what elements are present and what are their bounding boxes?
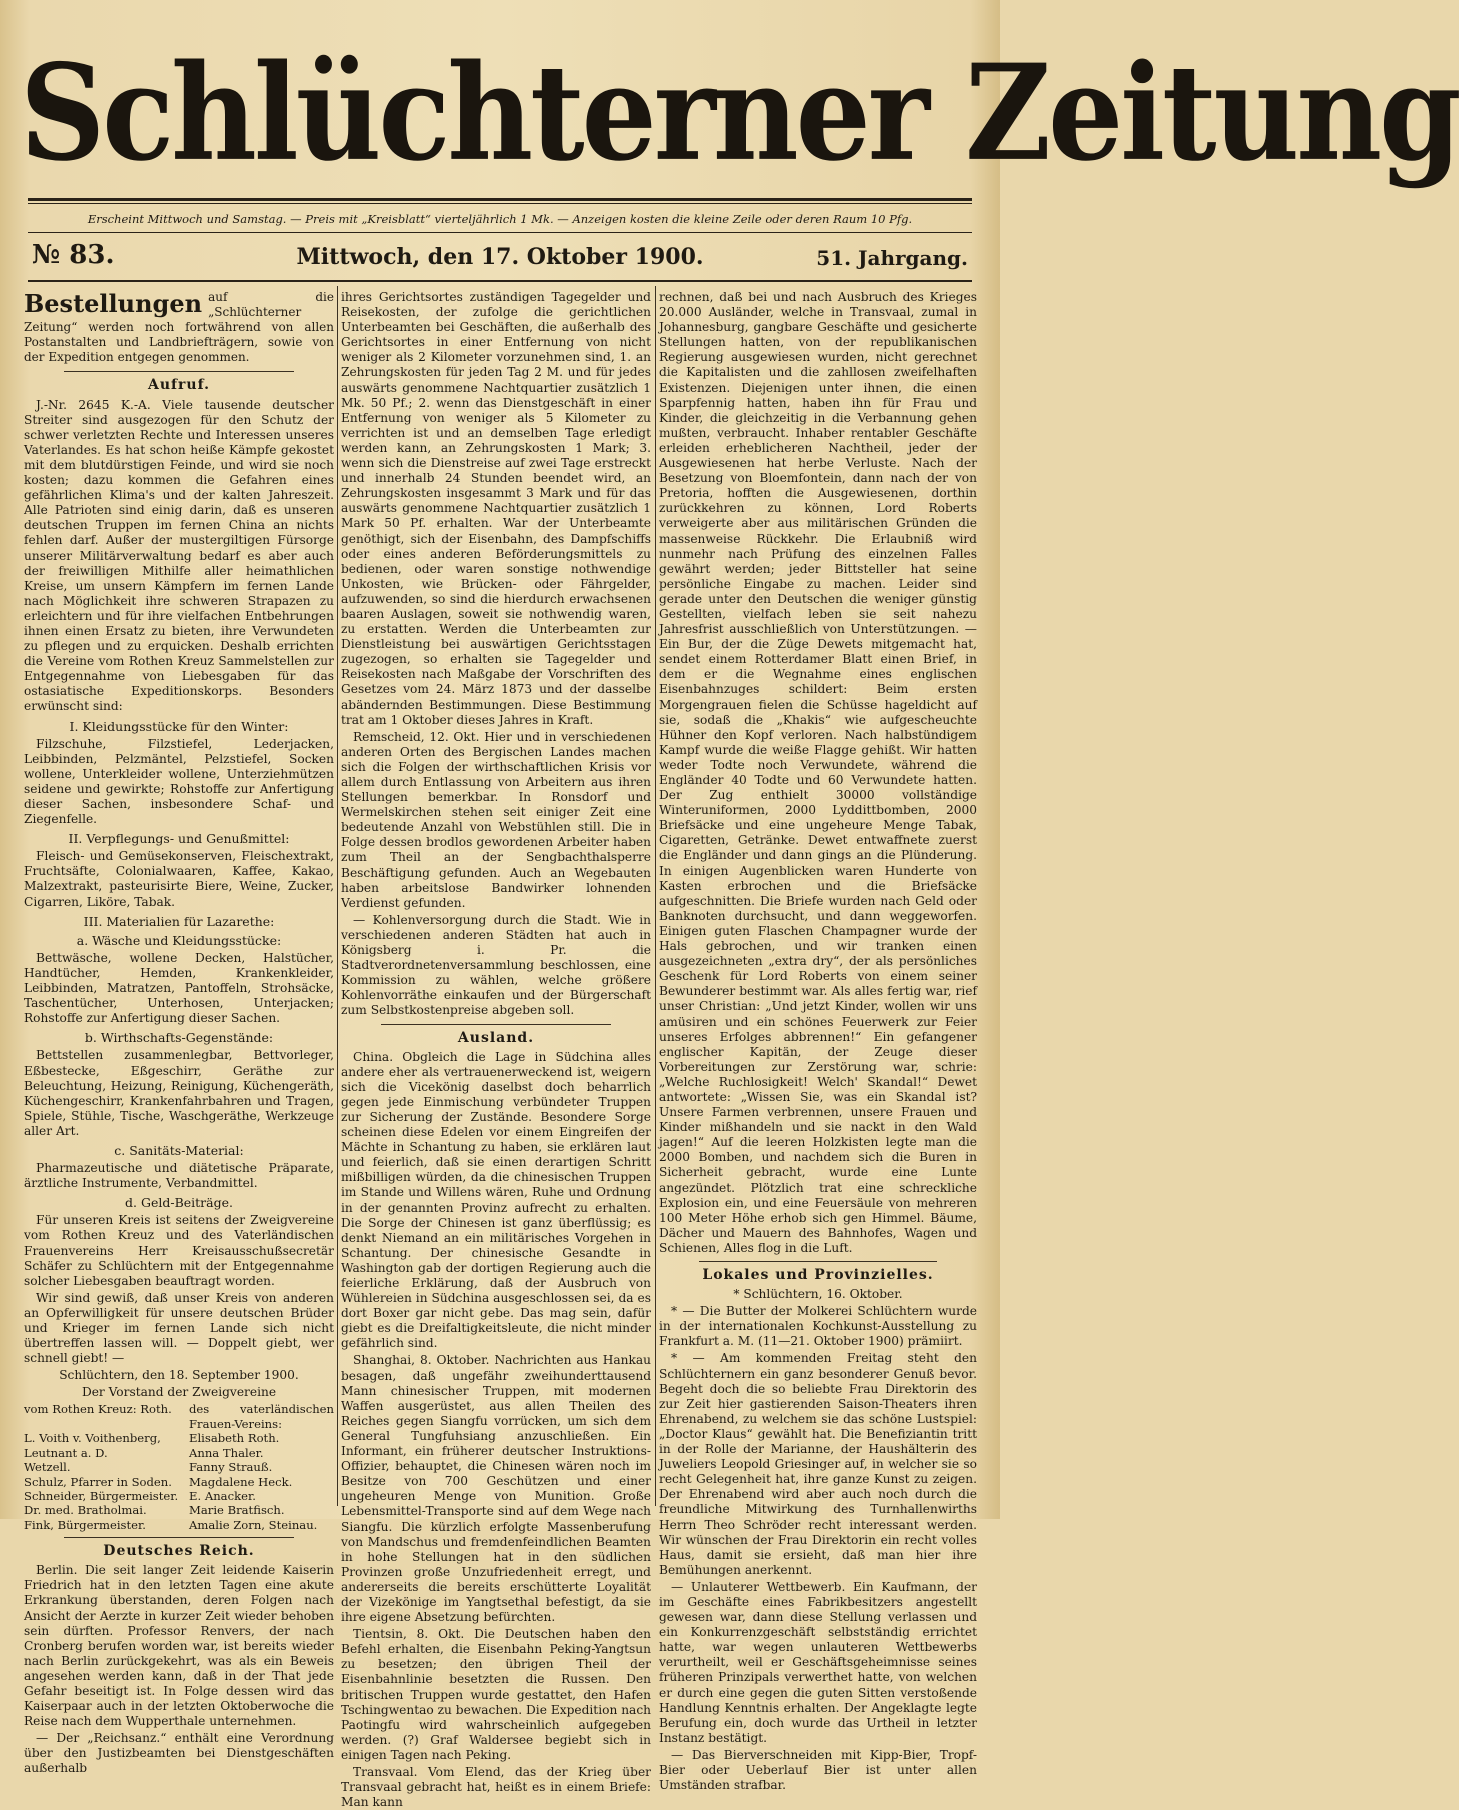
article-china: China. Obgleich die Lage in Südchina alles andere eher als vertrauenerweckend ist, weigern sich die Vicekönig daselbst doch beharrlich gegen jede Einmischung verbündeter Truppen zur Sicherung der Zustände. Besondere Sorge scheinen diese Edelen vor einem Eingreifen der Mächte in Schantung zu haben, sie erklären laut und feierlich, daß sie einen derartigen Schritt mißbilligen würden, da die chinesischen Truppen im Stande und Willens wären, Ruhe und Ordnung in der genannten Provinz aufrecht zu erhalten. Die Sorge der Chinesen ist ganz überflüssig; es denkt Niemand an ein militärisches Vorgehen in Schantung. Der chinesische Gesandte in Washington gab der dortigen Regierung auch die feierliche Erklärung, daß der Ausbruch von Wühlereien in Südchina ausgeschlossen sei, da es dort Boxer gar nicht gebe. Das mag sein, dafür giebt es die Dreifaltigkeitsleute, die nicht minder gefährlich sind.	[341, 1049, 651, 1351]
newspaper-masthead: Schlüchterner Zeitung	[20, 34, 1459, 191]
signature-name: Schneider, Bürgermeister.	[24, 1488, 179, 1503]
board-line: Der Vorstand der Zweigvereine	[81, 1385, 277, 1400]
signature-name: L. Voith v. Voithenberg,	[24, 1431, 161, 1446]
article-berlin: Berlin. Die seit langer Zeit leidende Kaiserin Friedrich hat in den letzten Tagen eine akute Erkrankung überstanden, deren Folgen nach Ansicht der Aerzte in kurzer Zeit wieder behoben sein dürften. Professor Renvers, der nach Cronberg berufen worden war, ist bereits wieder nach Berlin zurückgekehrt, was als ein Beweis angesehen werden kann, daß in der That jede Gefahr beseitigt ist. In Folge dessen wird das Kaiserpaar auch in der letzten Oktoberwoche die Reise nach dem Wupperthale unternehmen.	[24, 1563, 334, 1729]
subcategory-heading: a. Wäsche und Kleidungsstücke:	[76, 932, 282, 948]
subscription-heading: Bestellungen	[24, 289, 203, 318]
appeal-closing: Wir sind gewiß, daß unser Kreis von anderen an Opferwilligkeit für unsere deutschen Brüder und Krieger im fernen Lande sich nicht übertreffen lassen will. — Doppelt giebt, wer schnell giebt! —	[24, 1290, 334, 1366]
signature-name: Magdalene Heck.	[189, 1474, 293, 1489]
masthead-rule	[28, 198, 972, 201]
subcategory-heading: b. Wirthschafts-Gegenstände:	[84, 1030, 274, 1046]
signature-name: E. Anacker.	[189, 1488, 256, 1503]
category-heading: III. Materialien für Lazarethe:	[83, 913, 275, 929]
article-competition: — Unlauterer Wettbewerb. Ein Kaufmann, der im Geschäfte eines Fabrikbesitzers angestellt gewesen war, dann diese Stellung verlassen und ein Konkurrenzgeschäft selbstständig errichtet hatte, war wegen unlauteren Wettbewerbs verurtheilt, weil er Geschäftsgeheimnisse seines früheren Prinzipals verwerthet hatte, von welchen er durch eine gegen die guten Sitten verstoßende Handlung Kenntnis erhalten. Der Angeklagte legte Berufung ein, doch wurde das Urtheil in letzter Instanz bestätigt.	[659, 1579, 977, 1745]
signature-header-right: des vaterländischen Frauen-Vereins:	[189, 1402, 334, 1431]
section-heading-lokales: Lokales und Provinzielles.	[702, 1267, 934, 1283]
appeal-closing: Für unseren Kreis ist seitens der Zweigvereine vom Rothen Kreuz und des Vaterländischen Frauenvereins Herr Kreisausschußsecretär Schäfer zu Schlüchtern mit der Entgegennahme solcher Liebesgaben beauftragt worden.	[24, 1213, 334, 1288]
section-heading-ausland: Ausland.	[457, 1029, 535, 1046]
appeal-text: J.-Nr. 2645 K.-A. Viele tausende deutscher Streiter sind ausgezogen für den Schutz der schwer verletzten Rechte und Interessen unseres Vaterlandes. Es hat schon heiße Kämpfe gekostet mit dem blutdürstigen Feinde, und wird sie noch kosten; dazu kommen die Gefahren eines gefährlichen Klima's und der kalten Jahreszeit. Alle Patrioten sind einig darin, daß es unseren deutschen Truppen im fernen China an nichts fehlen darf. Außer der mustergiltigen Fürsorge unserer Militärverwaltung bedarf es aber auch der freiwilligen Mithilfe aller heimathlichen Kreise, um unsern Kämpfern im fernen Lande nach Möglichkeit ihre schweren Strapazen zu erleichtern und für ihre vielfachen Entbehrungen ihnen einen Ersatz zu bieten, ihre Verwundeten zu pflegen und zu erquicken. Deshalb errichten die Vereine vom Rothen Kreuz Sammelstellen zur Entgegennahme von Liebesgaben für das ostasiatische Expeditionskorps. Besonders erwünscht sind:	[24, 397, 334, 714]
article-tientsin: Tientsin, 8. Okt. Die Deutschen haben den Befehl erhalten, die Eisenbahn Peking-Yangtsun zu besetzen; den übrigen Theil der Eisenbahnlinie besetzten die Russen. Den britischen Truppen wurde gestattet, den Hafen Tschingwentao zu bewachen. Die Expedition nach Paotingfu wird wahrscheinlich aufgegeben werden. (?) Graf Waldersee begiebt sich in einigen Tagen nach Peking.	[341, 1627, 651, 1762]
signature-name: Anna Thaler.	[189, 1445, 264, 1460]
volume-year: 51. Jahrgang.	[816, 246, 968, 270]
appeal-heading: Aufruf.	[147, 377, 210, 394]
signature-header-left: vom Rothen Kreuz: Roth.	[24, 1402, 172, 1417]
subscription-notice	[24, 290, 334, 365]
local-dateline: * Schlüchtern, 16. Oktober.	[733, 1287, 903, 1302]
category-heading: I. Kleidungsstücke für den Winter:	[69, 718, 289, 734]
column-1	[24, 289, 334, 1776]
article-coal-supply: — Kohlenversorgung durch die Stadt. Wie in verschiedenen anderen Städten hat auch in Königsberg i. Pr. die Stadtverordnetenversammlung beschlossen, eine Kommission zu wählen, welche größere Kohlenvorräthe einkaufen und der Bürgerschaft zum Selbstkostenpreise abgeben soll.	[341, 912, 651, 1018]
separator	[381, 1024, 611, 1025]
subcategory-heading: c. Sanitäts-Material:	[114, 1142, 244, 1158]
issue-dateline	[28, 240, 972, 276]
article-reichsanzeiger: — Der „Reichsanz.“ enthält eine Verordnung über den Justizbeamten bei Dienstgeschäften außerhalb	[24, 1731, 334, 1776]
masthead-rule-thin	[28, 203, 972, 204]
article-continuation: ihres Gerichtsortes zuständigen Tagegelder und Reisekosten, der zufolge die gerichtlichen Unterbeamten bei Geschäften, die außerhalb des Gerichtsortes in einer Entfernung von nicht weniger als 2 Kilometer vorzunehmen sind, 1. an Zehrungskosten für jeden Tag 2 M. und für jedes auswärts genommene Nachtquartier zusätzlich 1 Mk. 50 Pf.; 2. wenn das Dienstgeschäft in einer Entfernung von weniger als 5 Kilometer zu verrichten ist und an demselben Tage erledigt werden kann, an Zehrungskosten 1 Mark; 3. wenn sich die Dienstreise auf zwei Tage erstreckt und innerhalb 24 Stunden beendet wird, an Zehrungskosten insgesammt 3 Mark und für das auswärts genommene Nachtquartier zusätzlich 1 Mark 50 Pf. erhalten. War der Unterbeamte genöthigt, sich der Eisenbahn, des Dampfschiffs oder eines anderen Beförderungsmittels zu bedienen, oder waren sonstige nothwendige Unkosten, wie Brücken- oder Fährgelder, aufzuwenden, so sind die hierdurch erwachsenen baaren Auslagen, soweit sie nothwendig waren, zu erstatten. Werden die Unterbeamten zur Dienstleistung bei auswärtigen Gerichtsstagen zugezogen, so erhalten sie Tagegelder und Reisekosten nach Maßgabe der Vorschriften des Gesetzes vom 24. März 1873 und der dasselbe abändernden Bestimmungen. Diese Bestimmung trat am 1 Oktober dieses Jahres in Kraft.	[341, 290, 651, 727]
category-text: Bettstellen zusammenlegbar, Bettvorleger, Eßbestecke, Eßgeschirr, Geräthe zur Beleuchtung, Heizung, Reinigung, Küchengeräth, Küchengeschirr, Krankenfahrbahren und Tragen, Spiele, Stühle, Tische, Waschgeräthe, Werkzeuge aller Art.	[24, 1048, 334, 1138]
subscription-text: auf die „Schlüchterner Zeitung“ werden noch fortwährend von allen Postanstalten und Landbriefträgern, sowie von der Expedition entgegen genommen.	[24, 290, 334, 365]
separator	[64, 1537, 294, 1538]
category-text: Filzschuhe, Filzstiefel, Lederjacken, Leibbinden, Pelzmäntel, Pelzstiefel, Socken wollene, Unterkleider wollene, Unterziehmützen seidene und gewirkte; Rohstoffe zur Anfertigung dieser Sachen, insbesondere Schaf- und Ziegenfelle.	[24, 736, 334, 827]
signature-name: Wetzell.	[24, 1460, 71, 1475]
article-theatre: * — Am kommenden Freitag steht den Schlüchternern ein ganz besonderer Genuß bevor. Begeht doch die so beliebte Frau Direktorin des zur Zeit hier gastierenden Saison-Theaters ihren Ehrenabend, zu welchem sie das schöne Lustspiel: „Doctor Klaus“ gewählt hat. Die Benefiziantin tritt in der Rolle der Marianne, der Haushälterin des Juweliers Leopold Griesinger auf, in welcher sie so recht Gelegenheit hat, ihre ganze Kunst zu zeigen. Der Ehrenabend wird aber auch noch durch die freundliche Mitwirkung des Turnhallenwirths Herrn Theo Schröder recht interessant werden. Wir wünschen der Frau Direktorin ein recht volles Haus, damit sie ersieht, daß man hier ihre Bemühungen anerkennt.	[659, 1351, 977, 1577]
article-butter: * — Die Butter der Molkerei Schlüchtern wurde in der internationalen Kochkunst-Ausstellung zu Frankfurt a. M. (11—21. Oktober 1900) prämiirt.	[659, 1304, 977, 1349]
signature-name: Elisabeth Roth.	[189, 1431, 280, 1446]
dateline-rule	[28, 280, 972, 282]
issue-number: № 83.	[32, 240, 115, 270]
signature-name: Dr. med. Bratholmai.	[24, 1503, 147, 1518]
article-continuation: rechnen, daß bei und nach Ausbruch des Krieges 20.000 Ausländer, welche in Transvaal, zumal in Johannesburg, gangbare Geschäfte und gesicherte Stellungen hatten, von der republikanischen Regierung ausgewiesen wurden, nicht gerechnet die Kapitalisten und die zahllosen zweifelhaften Existenzen. Diejenigen unter ihnen, die einen Sparpfennig hatten, haben ihn für Frau und Kinder, die gleichzeitig in die Verbannung gehen mußten, verbraucht. Inhaber rentabler Geschäfte erleiden erheblicheren Nachtheil, jeder der Ausgewiesenen hat herbe Verluste. Nach der Besetzung von Bloemfontein, dann nach der von Pretoria, hofften die Ausgewiesenen, dorthin zurückkehren zu können, Lord Roberts verweigerte aber aus militärischen Gründen die massenweise Rückkehr. Die Erlaubniß wird nunmehr nach Prüfung des einzelnen Falles gewährt werden; jeder Bittsteller hat seine persönliche Eingabe zu machen. Leider sind gerade unter den Deutschen die weniger günstig Gestellten, vielfach leben sie seit nahezu Jahresfrist ausschließlich von Unterstützungen. — Ein Bur, der die Züge Dewets mitgemacht hat, sendet einem Rotterdamer Blatt einen Brief, in dem er die Wegnahme eines englischen Eisenbahnzuges schildert: Beim ersten Morgengrauen fielen die Schüsse hageldicht auf sie, sodaß die „Khakis“ wie aufgescheuchte Hühner den Kopf verloren. Nach halbstündigem Kampf wurde die weiße Flagge gehißt. Wir hatten weder Todte noch Verwundete, während die Engländer 40 Todte und 60 Verwundete hatten. Der Zug enthielt 30000 vollständige Winteruniformen, 2000 Lyddittbomben, 2000 Briefsäcke und eine ungeheure Menge Tabak, Cigaretten, Getränke. Dewet entwaffnete zuerst die Engländer und dann gings an die Plünderung. In einigen Augenblicken waren Hunderte von Kasten erbrochen und die Briefsäcke aufgeschnitten. Die Briefe wurden nach Geld oder Banknoten durchsucht, und dann weggeworfen. Einigen guten Flaschen Champagner wurde der Hals gebrochen, und wir tranken einen ausgezeichneten „extra dry“, der als persönliches Geschenk für Lord Roberts von einem seiner Bewunderer bestimmt war. Als alles fertig war, rief unser Christian: „Und jetzt Kinder, wollen wir uns amüsiren und ein schönes Feuerwerk zur Feier unseres Erfolges abbrennen!“ Ein gefangener englischer Kapitän, der Zeuge dieser Vorbereitungen zur Zerstörung war, schrie: „Welche Ruchlosigkeit! Welch' Skandal!“ Dewet antwortete: „Wissen Sie, was ein Skandal ist? Unsere Farmen verbrennen, unsere Frauen und Kinder mißhandeln und sie nackt in den Wald jagen!“ Auf die leeren Holzkisten legte man die 2000 Bomben, und nachdem sich die Buren in Sicherheit gebracht, wurde eine Lunte angezündet. Plötzlich trat eine schreckliche Explosion ein, und eine Feuersäule von mehreren 100 Meter Höhe erhob sich gen Himmel. Bäume, Dächer und Mauern des Bahnhofes, Wagen und Schienen, Alles flog in die Luft.	[659, 290, 977, 1255]
signature-table	[24, 1402, 334, 1532]
separator	[699, 1261, 937, 1262]
signature-name: Schulz, Pfarrer in Soden.	[24, 1474, 172, 1489]
category-text: Fleisch- und Gemüsekonserven, Fleischextrakt, Fruchtsäfte, Colonialwaaren, Kaffee, Kakao, Malzextrakt, pasteurisirte Biere, Weine, Zucker, Cigarren, Liköre, Tabak.	[24, 849, 334, 909]
column-divider	[337, 286, 338, 1506]
article-beer: — Das Bierverschneiden mit Kipp-Bier, Tropf-Bier oder Ueberlauf Bier ist unter allen Umständen strafbar.	[659, 1747, 977, 1793]
column-3	[659, 290, 977, 1793]
separator	[64, 371, 294, 372]
info-rule	[28, 232, 972, 233]
signature-name: Amalie Zorn, Steinau.	[189, 1517, 318, 1532]
article-shanghai: Shanghai, 8. Oktober. Nachrichten aus Hankau besagen, daß ungefähr zweihunderttausend Mann chinesischer Truppen, mit modernen Waffen ausgerüstet, aus allen Theilen des Reiches gegen Siangfu vorrücken, um sich dem General Tungfuhsiang anzuschließen. Ein Informant, ein früherer deutscher Instruktions-Offizier, behauptet, die Chinesen wären noch im Besitze von 700 Geschützen und einer ungeheuren Menge von Munition. Große Lebensmittel-Transporte sind auf dem Wege nach Siangfu. Die kürzlich erfolgte Massenberufung von Mandschus und fremdenfeindlichen Beamten in hohe Stellungen hat in den südlichen Provinzen große Unzufriedenheit erregt, und andererseits die bereits erschütterte Loyalität der Vizekönige im Yangtsethal befestigt, da sie ihre eigene Absetzung befürchten.	[341, 1353, 651, 1625]
section-heading-reich: Deutsches Reich.	[103, 1543, 255, 1560]
signature-name: Marie Bratfisch.	[189, 1503, 285, 1518]
category-text: Bettwäsche, wollene Decken, Halstücher, Handtücher, Hemden, Krankenkleider, Leibbinden, Matratzen, Pantoffeln, Strohsäcke, Taschentücher, Unterhosen, Unterjacken; Rohstoffe zur Anfertigung dieser Sachen.	[24, 950, 334, 1026]
article-remscheid: Remscheid, 12. Okt. Hier und in verschiedenen anderen Orten des Bergischen Landes machen sich die Folgen der wirthschaftlichen Krisis vor allem durch Entlassung von Arbeitern aus ihren Stellungen bemerkbar. In Ronsdorf und Wermelskirchen stehen seit einiger Zeit eine bedeutende Anzahl von Webstühlen still. Die in Folge dessen brodlos gewordenen Arbeiter haben zum Theil an der Sengbachthalsperre Beschäftigung gefunden. Auch an Wegebauten haben arbeitslose Bandwirker lohnenden Verdienst gefunden.	[341, 729, 651, 910]
subcategory-heading: d. Geld-Beiträge.	[125, 1195, 233, 1211]
signature-name: Fanny Strauß.	[189, 1460, 273, 1475]
place-date: Schlüchtern, den 18. September 1900.	[59, 1368, 299, 1383]
publication-info: Erscheint Mittwoch und Samstag. — Preis mit „Kreisblatt“ vierteljährlich 1 Mk. — Anzeigen kosten die kleine Zeile oder deren Raum 10 Pfg.	[87, 212, 913, 226]
signature-name: Fink, Bürgermeister.	[24, 1517, 146, 1532]
article-transvaal: Transvaal. Vom Elend, das der Krieg über Transvaal gebracht hat, heißt es in einem Briefe: Man kann	[341, 1765, 651, 1810]
issue-date: Mittwoch, den 17. Oktober 1900.	[296, 244, 704, 270]
signature-name: Leutnant a. D.	[24, 1445, 108, 1460]
category-text: Pharmazeutische und diätetische Präparate, ärztliche Instrumente, Verbandmittel.	[24, 1161, 334, 1191]
category-heading: II. Verpflegungs- und Genußmittel:	[68, 831, 290, 847]
column-divider	[655, 286, 656, 1506]
column-2	[341, 290, 651, 1810]
